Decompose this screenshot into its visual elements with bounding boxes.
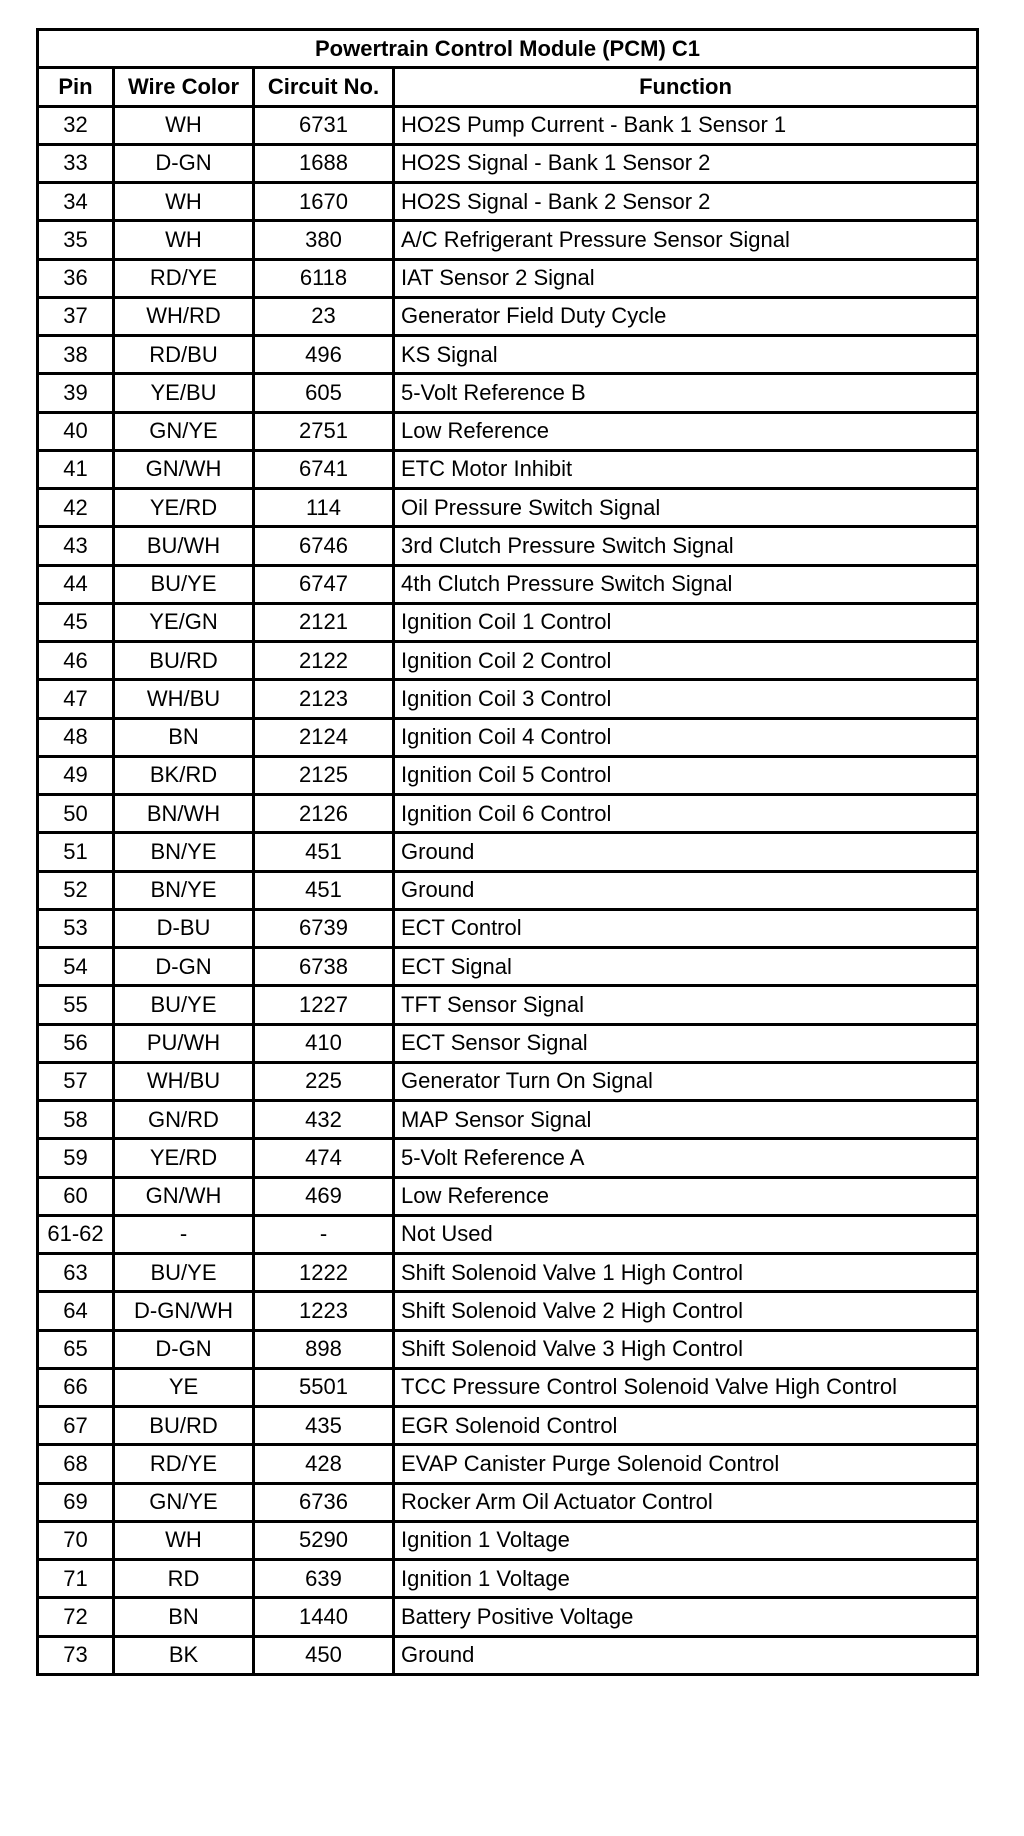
- function-cell: Ignition 1 Voltage: [394, 1560, 978, 1598]
- function-cell: Ground: [394, 871, 978, 909]
- table-title: Powertrain Control Module (PCM) C1: [38, 30, 978, 68]
- wire-color-cell: WH: [114, 1521, 254, 1559]
- circuit-no-cell: 6739: [254, 909, 394, 947]
- function-cell: HO2S Signal - Bank 1 Sensor 2: [394, 144, 978, 182]
- table-row: [38, 603, 978, 641]
- table-row: [38, 1139, 978, 1177]
- pin-cell: 37: [38, 297, 114, 335]
- pin-cell: 69: [38, 1483, 114, 1521]
- pin-cell: 71: [38, 1560, 114, 1598]
- wire-color-cell: BK/RD: [114, 756, 254, 794]
- circuit-no-cell: 898: [254, 1330, 394, 1368]
- table-row: [38, 871, 978, 909]
- pin-cell: 35: [38, 221, 114, 259]
- table-row: [38, 718, 978, 756]
- wire-color-cell: YE/RD: [114, 1139, 254, 1177]
- function-cell: 5-Volt Reference A: [394, 1139, 978, 1177]
- function-cell: Ignition Coil 6 Control: [394, 795, 978, 833]
- wire-color-cell: WH/RD: [114, 297, 254, 335]
- table-row: [38, 1636, 978, 1674]
- pin-cell: 38: [38, 336, 114, 374]
- function-cell: ETC Motor Inhibit: [394, 450, 978, 488]
- header-circuit-no: Circuit No.: [254, 68, 394, 106]
- table-row: [38, 1254, 978, 1292]
- function-cell: Ignition Coil 5 Control: [394, 756, 978, 794]
- wire-color-cell: YE/RD: [114, 489, 254, 527]
- function-cell: KS Signal: [394, 336, 978, 374]
- circuit-no-cell: 1688: [254, 144, 394, 182]
- circuit-no-cell: 605: [254, 374, 394, 412]
- function-cell: Low Reference: [394, 412, 978, 450]
- table-row: [38, 1560, 978, 1598]
- circuit-no-cell: 469: [254, 1177, 394, 1215]
- function-cell: EGR Solenoid Control: [394, 1407, 978, 1445]
- circuit-no-cell: 1223: [254, 1292, 394, 1330]
- table-title-row: [38, 30, 978, 68]
- pin-cell: 51: [38, 833, 114, 871]
- table-row: [38, 183, 978, 221]
- table-row: [38, 565, 978, 603]
- circuit-no-cell: 2126: [254, 795, 394, 833]
- circuit-no-cell: 2124: [254, 718, 394, 756]
- table-header-row: [38, 68, 978, 106]
- circuit-no-cell: 410: [254, 1024, 394, 1062]
- table-row: [38, 259, 978, 297]
- pin-cell: 61-62: [38, 1215, 114, 1253]
- wire-color-cell: RD/YE: [114, 1445, 254, 1483]
- circuit-no-cell: 2122: [254, 642, 394, 680]
- wire-color-cell: BU/YE: [114, 565, 254, 603]
- circuit-no-cell: 428: [254, 1445, 394, 1483]
- function-cell: Shift Solenoid Valve 2 High Control: [394, 1292, 978, 1330]
- header-pin: Pin: [38, 68, 114, 106]
- table-row: [38, 948, 978, 986]
- table-row: [38, 1598, 978, 1636]
- wire-color-cell: D-GN: [114, 1330, 254, 1368]
- wire-color-cell: YE: [114, 1368, 254, 1406]
- function-cell: TFT Sensor Signal: [394, 986, 978, 1024]
- wire-color-cell: WH/BU: [114, 680, 254, 718]
- function-cell: A/C Refrigerant Pressure Sensor Signal: [394, 221, 978, 259]
- table-row: [38, 1330, 978, 1368]
- table-row: [38, 756, 978, 794]
- pcm-connector-table: [36, 28, 979, 1676]
- pin-cell: 65: [38, 1330, 114, 1368]
- table-row: [38, 1062, 978, 1100]
- pin-cell: 59: [38, 1139, 114, 1177]
- wire-color-cell: GN/YE: [114, 412, 254, 450]
- table-row: [38, 1292, 978, 1330]
- wire-color-cell: BN/YE: [114, 871, 254, 909]
- pin-cell: 73: [38, 1636, 114, 1674]
- circuit-no-cell: 6731: [254, 106, 394, 144]
- wire-color-cell: WH: [114, 221, 254, 259]
- circuit-no-cell: 1440: [254, 1598, 394, 1636]
- table-row: [38, 336, 978, 374]
- circuit-no-cell: 1670: [254, 183, 394, 221]
- pin-cell: 44: [38, 565, 114, 603]
- pin-cell: 68: [38, 1445, 114, 1483]
- pin-cell: 52: [38, 871, 114, 909]
- function-cell: IAT Sensor 2 Signal: [394, 259, 978, 297]
- wire-color-cell: RD/YE: [114, 259, 254, 297]
- wire-color-cell: WH/BU: [114, 1062, 254, 1100]
- table-row: [38, 642, 978, 680]
- table-row: [38, 1177, 978, 1215]
- wire-color-cell: BU/YE: [114, 986, 254, 1024]
- circuit-no-cell: 474: [254, 1139, 394, 1177]
- table-row: [38, 1024, 978, 1062]
- function-cell: Low Reference: [394, 1177, 978, 1215]
- pin-cell: 49: [38, 756, 114, 794]
- function-cell: HO2S Signal - Bank 2 Sensor 2: [394, 183, 978, 221]
- circuit-no-cell: 6118: [254, 259, 394, 297]
- function-cell: Ignition 1 Voltage: [394, 1521, 978, 1559]
- pin-cell: 72: [38, 1598, 114, 1636]
- pin-cell: 66: [38, 1368, 114, 1406]
- function-cell: 4th Clutch Pressure Switch Signal: [394, 565, 978, 603]
- wire-color-cell: RD: [114, 1560, 254, 1598]
- wire-color-cell: WH: [114, 183, 254, 221]
- table-row: [38, 795, 978, 833]
- wire-color-cell: -: [114, 1215, 254, 1253]
- circuit-no-cell: 451: [254, 833, 394, 871]
- function-cell: Battery Positive Voltage: [394, 1598, 978, 1636]
- function-cell: Ignition Coil 2 Control: [394, 642, 978, 680]
- circuit-no-cell: 2751: [254, 412, 394, 450]
- pin-cell: 46: [38, 642, 114, 680]
- table-row: [38, 144, 978, 182]
- circuit-no-cell: 2121: [254, 603, 394, 641]
- pin-cell: 54: [38, 948, 114, 986]
- table-row: [38, 106, 978, 144]
- wire-color-cell: D-GN: [114, 144, 254, 182]
- function-cell: ECT Control: [394, 909, 978, 947]
- pin-cell: 48: [38, 718, 114, 756]
- pin-cell: 33: [38, 144, 114, 182]
- pin-cell: 56: [38, 1024, 114, 1062]
- table-row: [38, 412, 978, 450]
- function-cell: Ignition Coil 3 Control: [394, 680, 978, 718]
- function-cell: ECT Sensor Signal: [394, 1024, 978, 1062]
- pin-cell: 32: [38, 106, 114, 144]
- pin-cell: 57: [38, 1062, 114, 1100]
- table-row: [38, 221, 978, 259]
- circuit-no-cell: 6738: [254, 948, 394, 986]
- wire-color-cell: RD/BU: [114, 336, 254, 374]
- pin-cell: 42: [38, 489, 114, 527]
- circuit-no-cell: 6747: [254, 565, 394, 603]
- table-row: [38, 1407, 978, 1445]
- function-cell: 3rd Clutch Pressure Switch Signal: [394, 527, 978, 565]
- function-cell: Rocker Arm Oil Actuator Control: [394, 1483, 978, 1521]
- wire-color-cell: BU/RD: [114, 1407, 254, 1445]
- function-cell: Ignition Coil 1 Control: [394, 603, 978, 641]
- table-body: [38, 106, 978, 1674]
- circuit-no-cell: 450: [254, 1636, 394, 1674]
- wire-color-cell: D-BU: [114, 909, 254, 947]
- table-row: [38, 489, 978, 527]
- circuit-no-cell: 6741: [254, 450, 394, 488]
- pin-cell: 40: [38, 412, 114, 450]
- table-row: [38, 1368, 978, 1406]
- table-row: [38, 297, 978, 335]
- pin-cell: 60: [38, 1177, 114, 1215]
- circuit-no-cell: 639: [254, 1560, 394, 1598]
- circuit-no-cell: 5290: [254, 1521, 394, 1559]
- function-cell: ECT Signal: [394, 948, 978, 986]
- pin-cell: 36: [38, 259, 114, 297]
- function-cell: Generator Field Duty Cycle: [394, 297, 978, 335]
- function-cell: Ignition Coil 4 Control: [394, 718, 978, 756]
- table-row: [38, 986, 978, 1024]
- function-cell: Shift Solenoid Valve 1 High Control: [394, 1254, 978, 1292]
- function-cell: EVAP Canister Purge Solenoid Control: [394, 1445, 978, 1483]
- wire-color-cell: WH: [114, 106, 254, 144]
- wire-color-cell: GN/RD: [114, 1101, 254, 1139]
- pin-cell: 53: [38, 909, 114, 947]
- wire-color-cell: BU/RD: [114, 642, 254, 680]
- wire-color-cell: GN/WH: [114, 1177, 254, 1215]
- circuit-no-cell: 1222: [254, 1254, 394, 1292]
- function-cell: Not Used: [394, 1215, 978, 1253]
- wire-color-cell: BN: [114, 1598, 254, 1636]
- wire-color-cell: BK: [114, 1636, 254, 1674]
- wire-color-cell: BU/YE: [114, 1254, 254, 1292]
- circuit-no-cell: 225: [254, 1062, 394, 1100]
- wire-color-cell: BU/WH: [114, 527, 254, 565]
- pin-cell: 43: [38, 527, 114, 565]
- function-cell: 5-Volt Reference B: [394, 374, 978, 412]
- circuit-no-cell: 5501: [254, 1368, 394, 1406]
- circuit-no-cell: -: [254, 1215, 394, 1253]
- circuit-no-cell: 496: [254, 336, 394, 374]
- table-row: [38, 680, 978, 718]
- circuit-no-cell: 451: [254, 871, 394, 909]
- table-row: [38, 1445, 978, 1483]
- header-wire-color: Wire Color: [114, 68, 254, 106]
- table-row: [38, 527, 978, 565]
- wire-color-cell: BN/WH: [114, 795, 254, 833]
- function-cell: Ground: [394, 1636, 978, 1674]
- table-row: [38, 1215, 978, 1253]
- circuit-no-cell: 1227: [254, 986, 394, 1024]
- pin-cell: 39: [38, 374, 114, 412]
- circuit-no-cell: 432: [254, 1101, 394, 1139]
- pin-cell: 41: [38, 450, 114, 488]
- table-row: [38, 833, 978, 871]
- table-row: [38, 909, 978, 947]
- wire-color-cell: D-GN/WH: [114, 1292, 254, 1330]
- circuit-no-cell: 435: [254, 1407, 394, 1445]
- pin-cell: 45: [38, 603, 114, 641]
- table-row: [38, 1483, 978, 1521]
- circuit-no-cell: 6746: [254, 527, 394, 565]
- circuit-no-cell: 114: [254, 489, 394, 527]
- pin-cell: 70: [38, 1521, 114, 1559]
- wire-color-cell: GN/WH: [114, 450, 254, 488]
- header-function: Function: [394, 68, 978, 106]
- pin-cell: 47: [38, 680, 114, 718]
- function-cell: HO2S Pump Current - Bank 1 Sensor 1: [394, 106, 978, 144]
- function-cell: Generator Turn On Signal: [394, 1062, 978, 1100]
- table-row: [38, 374, 978, 412]
- pin-cell: 34: [38, 183, 114, 221]
- circuit-no-cell: 23: [254, 297, 394, 335]
- wire-color-cell: PU/WH: [114, 1024, 254, 1062]
- pin-cell: 67: [38, 1407, 114, 1445]
- pin-cell: 50: [38, 795, 114, 833]
- pin-cell: 58: [38, 1101, 114, 1139]
- pin-cell: 63: [38, 1254, 114, 1292]
- function-cell: Ground: [394, 833, 978, 871]
- function-cell: TCC Pressure Control Solenoid Valve High Control: [394, 1368, 978, 1406]
- function-cell: Oil Pressure Switch Signal: [394, 489, 978, 527]
- pin-cell: 64: [38, 1292, 114, 1330]
- wire-color-cell: BN: [114, 718, 254, 756]
- wire-color-cell: D-GN: [114, 948, 254, 986]
- circuit-no-cell: 2125: [254, 756, 394, 794]
- table-row: [38, 1101, 978, 1139]
- table-row: [38, 1521, 978, 1559]
- function-cell: MAP Sensor Signal: [394, 1101, 978, 1139]
- wire-color-cell: BN/YE: [114, 833, 254, 871]
- wire-color-cell: GN/YE: [114, 1483, 254, 1521]
- circuit-no-cell: 380: [254, 221, 394, 259]
- circuit-no-cell: 6736: [254, 1483, 394, 1521]
- circuit-no-cell: 2123: [254, 680, 394, 718]
- table-row: [38, 450, 978, 488]
- pin-cell: 55: [38, 986, 114, 1024]
- wire-color-cell: YE/BU: [114, 374, 254, 412]
- function-cell: Shift Solenoid Valve 3 High Control: [394, 1330, 978, 1368]
- wire-color-cell: YE/GN: [114, 603, 254, 641]
